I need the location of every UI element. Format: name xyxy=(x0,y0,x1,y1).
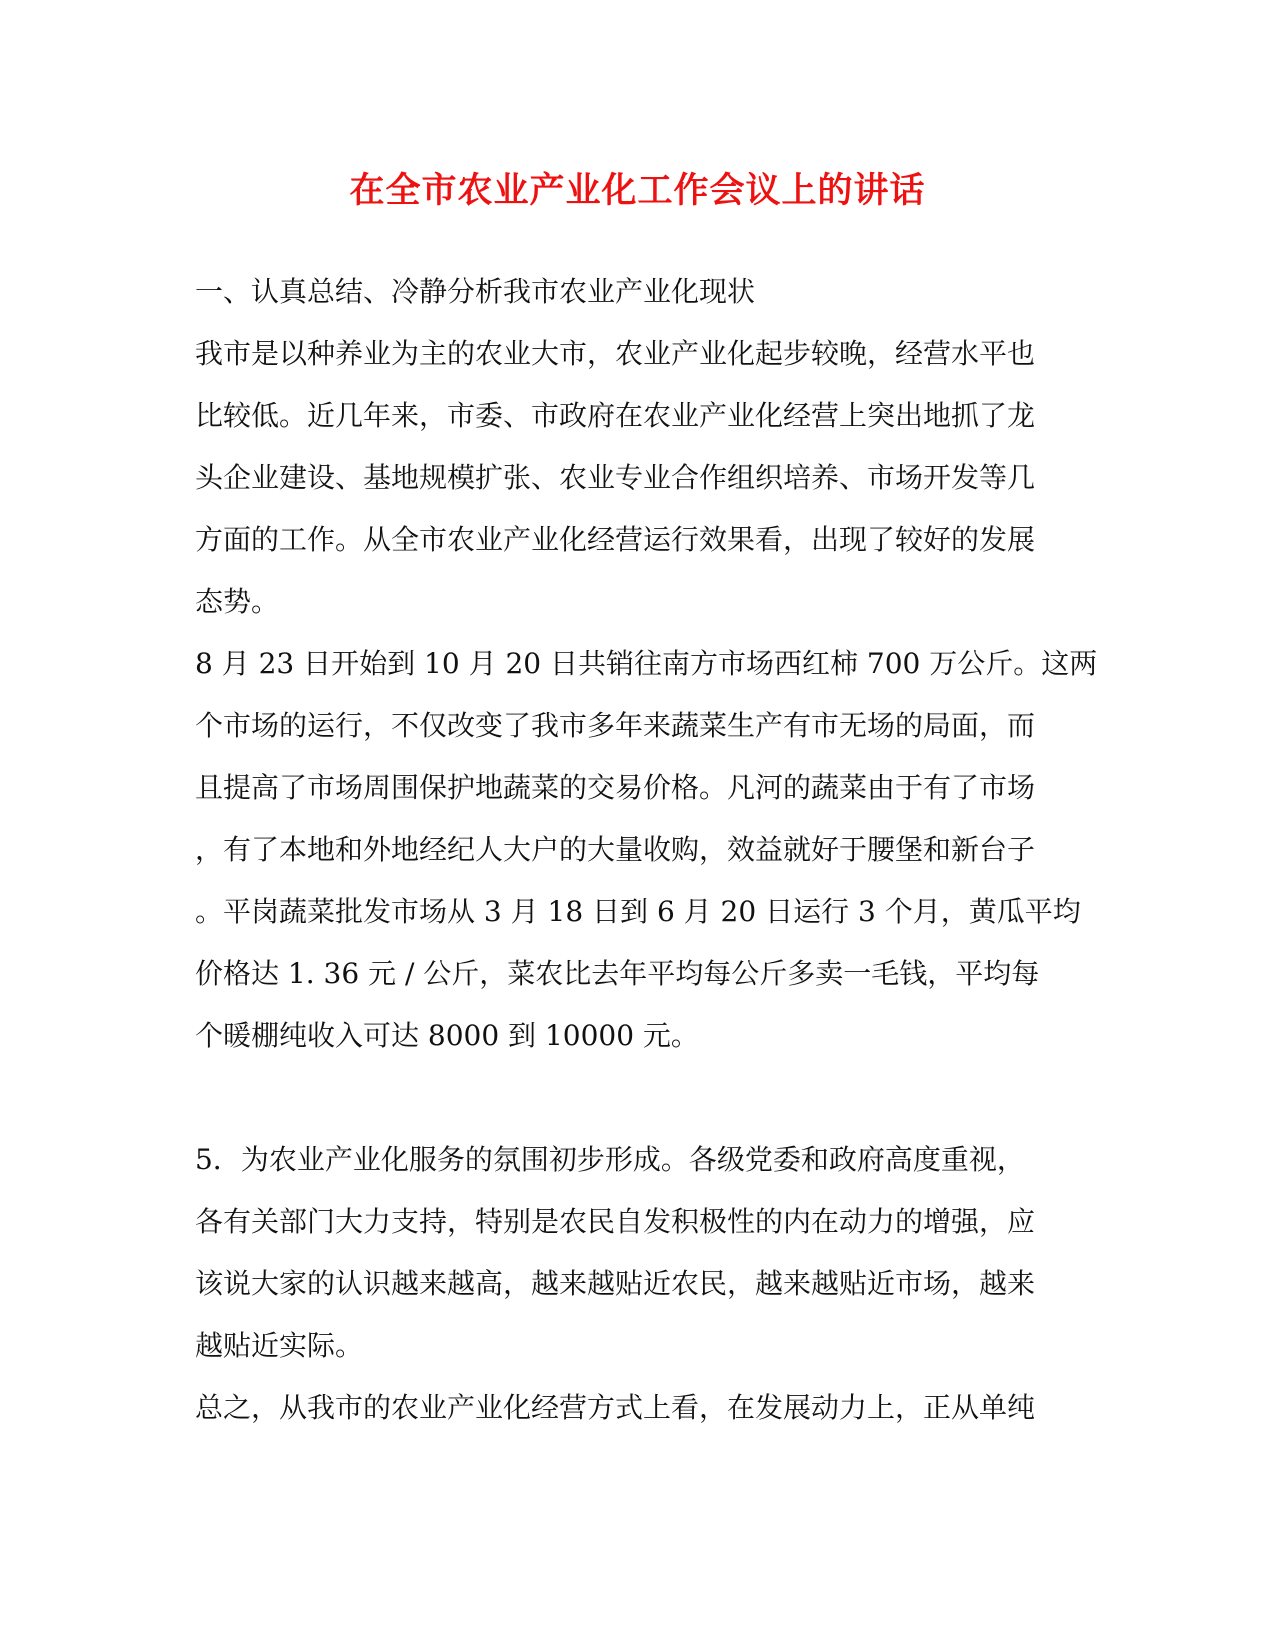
paragraph-line: 5．为农业产业化服务的氛围初步形成。各级党委和政府高度重视， xyxy=(195,1143,1025,1176)
paragraph-line: 该说大家的认识越来越高，越来越贴近农民，越来越贴近市场，越来 xyxy=(195,1267,1036,1300)
section-heading: 一、认真总结、冷静分析我市农业产业化现状 xyxy=(195,275,756,308)
paragraph-line: 各有关部门大力支持，特别是农民自发积极性的内在动力的增强，应 xyxy=(195,1205,1036,1238)
paragraph-line: 方面的工作。从全市农业产业化经营运行效果看，出现了较好的发展 xyxy=(195,523,1036,556)
paragraph-line: 个暖棚纯收入可达 8000 到 10000 元。 xyxy=(195,1019,699,1052)
paragraph-line: 态势。 xyxy=(195,585,280,618)
document-title: 在全市农业产业化工作会议上的讲话 xyxy=(349,170,926,211)
paragraph-line: 越贴近实际。 xyxy=(195,1329,364,1362)
paragraph-line: 我市是以种养业为主的农业大市，农业产业化起步较晚，经营水平也 xyxy=(195,337,1036,370)
paragraph-line: 价格达 1. 36 元 / 公斤，菜农比去年平均每公斤多卖一毛钱，平均每 xyxy=(195,957,1040,990)
paragraph-line: 且提高了市场周围保护地蔬菜的交易价格。凡河的蔬菜由于有了市场 xyxy=(195,771,1036,804)
paragraph-line: 头企业建设、基地规模扩张、农业专业合作组织培养、市场开发等几 xyxy=(195,461,1036,494)
paragraph-line: 8 月 23 日开始到 10 月 20 日共销往南方市场西红柿 700 万公斤。这两 xyxy=(195,647,1098,680)
paragraph-line: 个市场的运行，不仅改变了我市多年来蔬菜生产有市无场的局面，而 xyxy=(195,709,1036,742)
paragraph-line: 总之，从我市的农业产业化经营方式上看，在发展动力上，正从单纯 xyxy=(195,1391,1036,1424)
paragraph-line: ，有了本地和外地经纪人大户的大量收购，效益就好于腰堡和新台子 xyxy=(195,833,1036,866)
paragraph-line: 。平岗蔬菜批发市场从 3 月 18 日到 6 月 20 日运行 3 个月，黄瓜平均 xyxy=(195,895,1081,928)
paragraph-line: 比较低。近几年来，市委、市政府在农业产业化经营上突出地抓了龙 xyxy=(195,399,1036,432)
